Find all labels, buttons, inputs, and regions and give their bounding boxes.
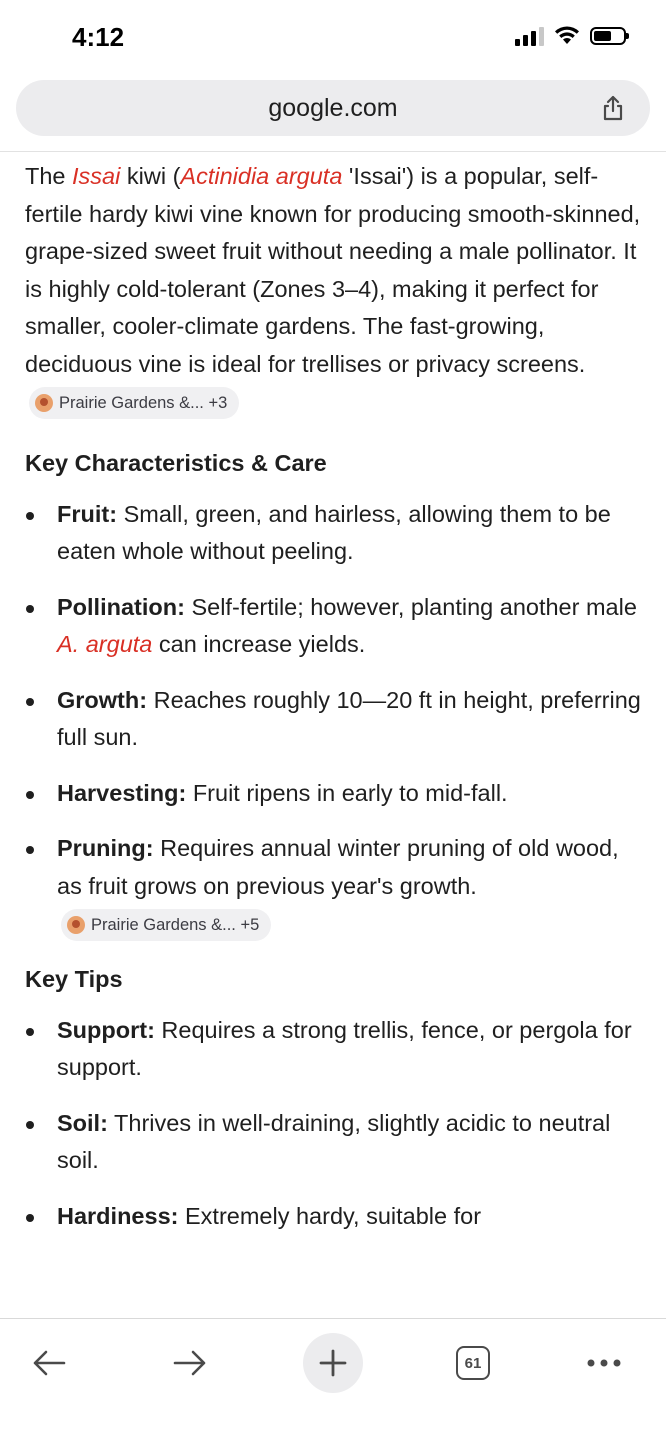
list-item — [25, 775, 645, 813]
item-label: Hardiness: — [57, 1202, 179, 1229]
tips-list — [25, 1012, 645, 1236]
item-text: Thrives in well-draining, slightly acidic to neutral soil. — [57, 1109, 611, 1173]
item-text: Small, green, and hairless, allowing them to be eaten whole without peeling. — [57, 500, 611, 564]
item-label: Support: — [57, 1016, 155, 1043]
list-item — [25, 1105, 645, 1180]
tips-heading: Key Tips — [25, 965, 123, 992]
tabs-button[interactable] — [443, 1333, 503, 1393]
status-icons — [515, 26, 626, 46]
item-label: Pollination: — [57, 593, 185, 620]
prairie-gardens-favicon-icon — [35, 394, 53, 412]
list-item — [25, 830, 645, 943]
source-chip-label: Prairie Gardens &... +5 — [91, 915, 260, 934]
plus-icon — [318, 1348, 348, 1378]
status-bar — [0, 0, 666, 76]
battery-icon — [590, 27, 626, 45]
forward-arrow-icon — [172, 1349, 208, 1377]
a-arguta-link[interactable]: A. arguta — [57, 631, 153, 657]
item-label: Pruning: — [57, 835, 154, 861]
intro-text: The — [25, 163, 73, 189]
more-button[interactable] — [574, 1333, 634, 1393]
characteristics-heading: Key Characteristics & Care — [25, 449, 327, 476]
list-item — [25, 682, 645, 757]
tab-count: 61 — [464, 1354, 482, 1372]
characteristics-list — [25, 496, 645, 943]
item-label: Soil: — [57, 1109, 108, 1136]
issai-link[interactable]: Issai — [72, 163, 121, 189]
back-button[interactable] — [19, 1333, 79, 1393]
ai-overview-content — [25, 158, 645, 1253]
wifi-icon — [554, 26, 580, 46]
item-text: Requires a strong trellis, fence, or pergola for support. — [57, 1016, 632, 1080]
item-label: Growth: — [57, 686, 148, 713]
item-text: Reaches roughly 10—20 ft in height, preferring full sun. — [57, 686, 641, 750]
intro-paragraph — [25, 158, 645, 421]
item-text: Requires annual winter pruning of old wood, as fruit grows on previous year's growth. — [57, 835, 619, 899]
item-text: Self-fertile; however, planting another male — [184, 593, 637, 620]
list-item — [25, 1198, 645, 1236]
intro-text: kiwi ( — [120, 163, 181, 189]
actinidia-arguta-link[interactable]: Actinidia arguta — [180, 163, 343, 189]
header-divider — [0, 151, 666, 152]
forward-button[interactable] — [160, 1333, 220, 1393]
share-icon[interactable] — [598, 93, 628, 123]
cellular-signal-icon — [515, 26, 544, 46]
item-label: Fruit: — [57, 500, 118, 527]
source-chip[interactable] — [61, 909, 271, 941]
list-item — [25, 1012, 645, 1087]
tabs-icon — [456, 1346, 490, 1380]
more-icon — [586, 1358, 622, 1368]
list-item — [25, 496, 645, 571]
back-arrow-icon — [31, 1349, 67, 1377]
source-chip[interactable] — [29, 387, 239, 419]
source-chip-label: Prairie Gardens &... +3 — [59, 393, 228, 412]
new-tab-button[interactable] — [303, 1333, 363, 1393]
item-text: can increase yields. — [152, 631, 366, 657]
item-text: Fruit ripens in early to mid-fall. — [186, 779, 508, 806]
list-item — [25, 589, 645, 664]
bottom-toolbar — [0, 1318, 666, 1440]
url-domain[interactable]: google.com — [268, 93, 398, 122]
prairie-gardens-favicon-icon — [67, 916, 85, 934]
status-time: 4:12 — [72, 22, 125, 52]
intro-text: 'Issai') is a popular, self-fertile hardy kiwi vine known for producing smooth-skinned, grape-sized sweet fruit without needing a male pollinator. It is highly cold-tolerant (Zones 3–4), making it perfect for smaller, cooler-climate gardens. The fast-growing, deciduous vine is ideal for trellises or privacy screens. — [25, 163, 641, 377]
item-text: Extremely hardy, suitable for — [178, 1202, 482, 1229]
address-bar[interactable] — [16, 80, 650, 136]
item-label: Harvesting: — [57, 779, 187, 806]
